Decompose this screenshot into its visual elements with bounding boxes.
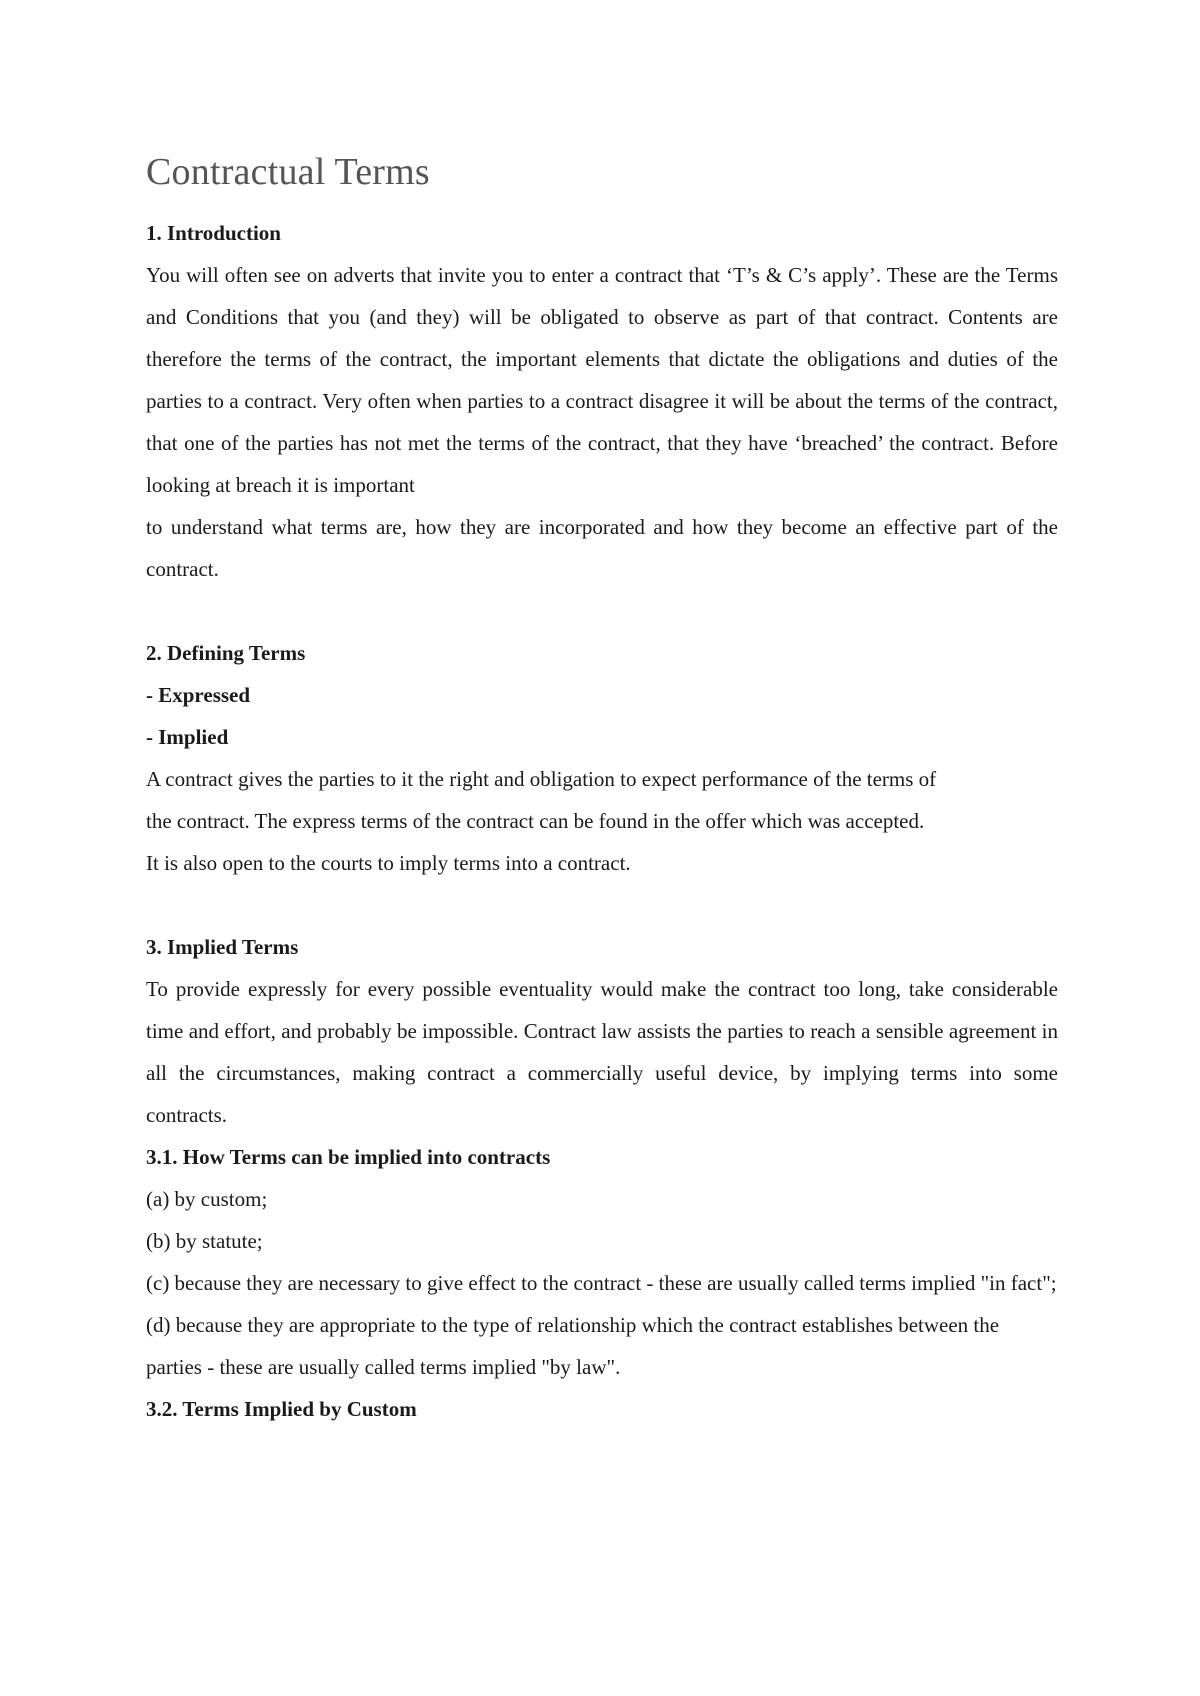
- document-title: Contractual Terms: [146, 151, 430, 193]
- list-item: (c) because they are necessary to give effect to the contract - these are usually called terms implied "in fact";: [146, 1271, 1057, 1295]
- subheading-how-terms-implied: 3.1. How Terms can be implied into contracts: [146, 1145, 551, 1169]
- section-heading-implied-terms: 3. Implied Terms: [146, 935, 299, 959]
- list-item: (b) by statute;: [146, 1229, 263, 1253]
- subheading-expressed: - Expressed: [146, 683, 251, 707]
- defining-terms-paragraph: A contract gives the parties to it the right and obligation to expect performance of the terms of: [146, 767, 937, 791]
- introduction-paragraph: You will often see on adverts that invite you to enter a contract that ‘T’s & C’s apply’. These are the Terms and Conditions that you (and they) will be obligated to observe as part of that contract. Contents are therefore the terms of the contract, the important elements that dictate the obligations and duties of the parties to a contract. Very often when parties to a contract disagree it will be about the terms of the contract, that one of the parties has not met the terms of the contract, that they have ‘breached’ the contract. Before looking at breach it is important: [146, 263, 1058, 497]
- section-spacer: [146, 590, 1058, 632]
- list-item: (d) because they are appropriate to the type of relationship which the contract establishes between the parties - these are usually called terms implied "by law".: [146, 1313, 1000, 1379]
- document-page: [146, 146, 1058, 1430]
- implied-terms-paragraph: To provide expressly for every possible eventuality would make the contract too long, take considerable time and effort, and probably be impossible. Contract law assists the parties to reach a sensible agreement in all the circumstances, making contract a commercially useful device, by implying terms into some contracts.: [146, 977, 1058, 1127]
- defining-terms-paragraph-2: the contract. The express terms of the contract can be found in the offer which was accepted.: [146, 809, 925, 833]
- introduction-paragraph-continued: to understand what terms are, how they are incorporated and how they become an effective part of the contract.: [146, 515, 1058, 581]
- section-heading-introduction: 1. Introduction: [146, 221, 281, 245]
- section-spacer: [146, 884, 1058, 926]
- subheading-implied: - Implied: [146, 725, 229, 749]
- section-heading-defining-terms: 2. Defining Terms: [146, 641, 306, 665]
- list-item: (a) by custom;: [146, 1187, 268, 1211]
- subheading-terms-implied-by-custom: 3.2. Terms Implied by Custom: [146, 1397, 417, 1421]
- defining-terms-paragraph-3: It is also open to the courts to imply terms into a contract.: [146, 851, 631, 875]
